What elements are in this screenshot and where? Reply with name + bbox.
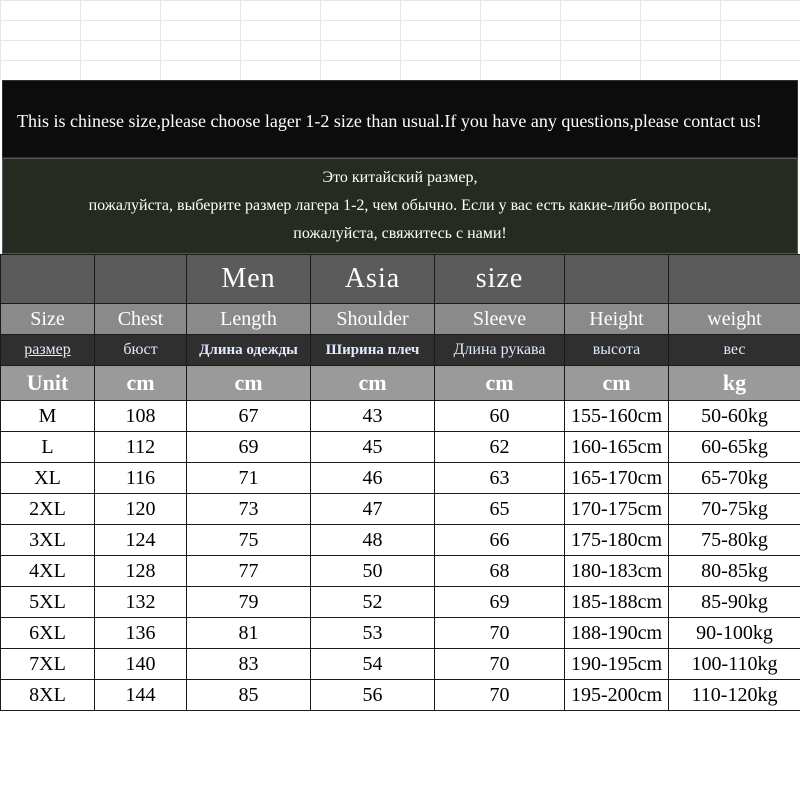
table-cell: 70: [435, 618, 565, 649]
table-cell: 8XL: [1, 680, 95, 711]
table-cell: 5XL: [1, 587, 95, 618]
column-header: Length: [187, 304, 311, 335]
size-table: [0, 254, 800, 711]
russian-column-header: Длина одежды: [187, 335, 311, 366]
russian-column-header: Длина рукава: [435, 335, 565, 366]
table-cell: 52: [311, 587, 435, 618]
title-cell: size: [435, 255, 565, 304]
table-cell: 140: [95, 649, 187, 680]
table-cell: 85-90kg: [669, 587, 800, 618]
table-cell: 53: [311, 618, 435, 649]
unit-cell: kg: [669, 366, 800, 401]
column-header: Height: [565, 304, 669, 335]
table-cell: 73: [187, 494, 311, 525]
unit-cell: Unit: [1, 366, 95, 401]
russian-notice-line: Это китайский размер,: [322, 169, 478, 186]
table-cell: 170-175cm: [565, 494, 669, 525]
title-cell: [95, 255, 187, 304]
table-cell: 116: [95, 463, 187, 494]
unit-row: [1, 366, 800, 401]
table-cell: 54: [311, 649, 435, 680]
table-cell: 90-100kg: [669, 618, 800, 649]
russian-column-header: высота: [565, 335, 669, 366]
table-cell: 3XL: [1, 525, 95, 556]
table-cell: 70: [435, 680, 565, 711]
table-row: [1, 556, 800, 587]
table-cell: 70-75kg: [669, 494, 800, 525]
table-cell: 80-85kg: [669, 556, 800, 587]
table-cell: 60: [435, 401, 565, 432]
table-cell: 68: [435, 556, 565, 587]
table-cell: 180-183cm: [565, 556, 669, 587]
table-cell: 69: [187, 432, 311, 463]
table-cell: 120: [95, 494, 187, 525]
table-row: [1, 618, 800, 649]
background-grid: [0, 0, 800, 80]
table-cell: 43: [311, 401, 435, 432]
russian-column-header: Ширина плеч: [311, 335, 435, 366]
table-cell: 144: [95, 680, 187, 711]
table-cell: 48: [311, 525, 435, 556]
unit-cell: cm: [187, 366, 311, 401]
table-cell: 66: [435, 525, 565, 556]
unit-cell: cm: [435, 366, 565, 401]
table-cell: M: [1, 401, 95, 432]
table-cell: 185-188cm: [565, 587, 669, 618]
table-cell: 70: [435, 649, 565, 680]
column-header: Sleeve: [435, 304, 565, 335]
russian-notice-line: пожалуйста, выберите размер лагера 1-2, чем обычно. Если у вас есть какие-либо вопросы,: [88, 197, 712, 214]
russian-header-row: [1, 335, 800, 366]
table-cell: 100-110kg: [669, 649, 800, 680]
table-cell: 7XL: [1, 649, 95, 680]
table-cell: 45: [311, 432, 435, 463]
table-row: [1, 587, 800, 618]
table-cell: 128: [95, 556, 187, 587]
table-cell: 79: [187, 587, 311, 618]
unit-cell: cm: [311, 366, 435, 401]
table-cell: 81: [187, 618, 311, 649]
title-cell: [669, 255, 800, 304]
table-cell: 63: [435, 463, 565, 494]
unit-cell: cm: [95, 366, 187, 401]
russian-notice-banner: [2, 158, 798, 254]
table-cell: 46: [311, 463, 435, 494]
title-cell: [565, 255, 669, 304]
table-cell: 50-60kg: [669, 401, 800, 432]
table-cell: 175-180cm: [565, 525, 669, 556]
table-cell: 56: [311, 680, 435, 711]
table-cell: 4XL: [1, 556, 95, 587]
russian-notice-line: пожалуйста, свяжитесь с нами!: [293, 225, 507, 242]
table-cell: 77: [187, 556, 311, 587]
table-cell: 50: [311, 556, 435, 587]
table-cell: 190-195cm: [565, 649, 669, 680]
table-cell: 6XL: [1, 618, 95, 649]
column-header: Shoulder: [311, 304, 435, 335]
table-row: [1, 463, 800, 494]
table-row: [1, 401, 800, 432]
table-row: [1, 649, 800, 680]
table-cell: 195-200cm: [565, 680, 669, 711]
column-header: Size: [1, 304, 95, 335]
table-row: [1, 525, 800, 556]
table-row: [1, 494, 800, 525]
header-row: [1, 304, 800, 335]
unit-cell: cm: [565, 366, 669, 401]
title-cell: Asia: [311, 255, 435, 304]
table-cell: 65: [435, 494, 565, 525]
english-notice-text: This is chinese size,please choose lager 1-2 size than usual.If you have any questions,please contact us!: [17, 111, 762, 131]
table-cell: L: [1, 432, 95, 463]
table-cell: 108: [95, 401, 187, 432]
table-row: [1, 432, 800, 463]
russian-column-header: вес: [669, 335, 800, 366]
table-cell: 83: [187, 649, 311, 680]
table-cell: 71: [187, 463, 311, 494]
table-cell: 2XL: [1, 494, 95, 525]
title-cell: [1, 255, 95, 304]
russian-column-header: размер: [1, 335, 95, 366]
table-cell: 136: [95, 618, 187, 649]
table-cell: 60-65kg: [669, 432, 800, 463]
table-cell: 132: [95, 587, 187, 618]
table-cell: 110-120kg: [669, 680, 800, 711]
russian-column-header: бюст: [95, 335, 187, 366]
title-cell: Men: [187, 255, 311, 304]
table-cell: 160-165cm: [565, 432, 669, 463]
table-cell: 62: [435, 432, 565, 463]
table-cell: 75-80kg: [669, 525, 800, 556]
table-cell: 155-160cm: [565, 401, 669, 432]
table-cell: 85: [187, 680, 311, 711]
table-cell: 188-190cm: [565, 618, 669, 649]
table-cell: 47: [311, 494, 435, 525]
column-header: Chest: [95, 304, 187, 335]
title-row: [1, 255, 800, 304]
table-cell: 65-70kg: [669, 463, 800, 494]
table-cell: 124: [95, 525, 187, 556]
column-header: weight: [669, 304, 800, 335]
table-cell: 67: [187, 401, 311, 432]
table-cell: 69: [435, 587, 565, 618]
table-cell: 165-170cm: [565, 463, 669, 494]
english-notice-banner: [2, 80, 798, 158]
table-cell: 112: [95, 432, 187, 463]
table-row: [1, 680, 800, 711]
table-cell: 75: [187, 525, 311, 556]
table-cell: XL: [1, 463, 95, 494]
